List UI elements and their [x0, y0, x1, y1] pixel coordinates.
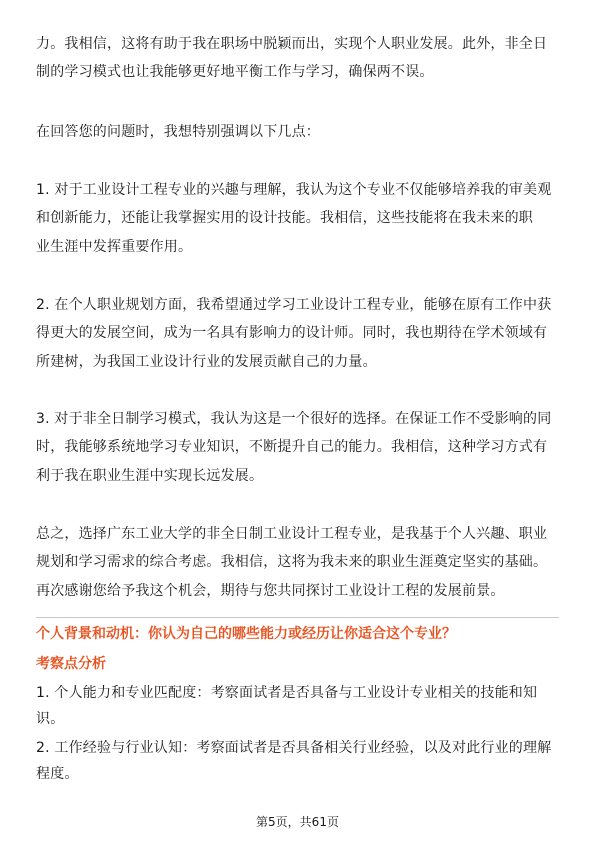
- summary-paragraph: [36, 520, 558, 605]
- text-line: 在回答您的问题时，我想特别强调以下几点：: [36, 124, 320, 140]
- text-line: 所建树，为我国工业设计行业的发展贡献自己的力量。: [36, 353, 377, 370]
- analysis-item-2: [36, 735, 558, 787]
- text-line: 和创新能力，还能让我掌握实用的设计技能。我相信，这些技能将在我未来的职: [36, 210, 533, 227]
- point-2-paragraph: [36, 291, 558, 376]
- emphasis-paragraph: [36, 118, 558, 146]
- page-number: 第5页，共61页: [256, 815, 339, 829]
- text-line: 1. 对于工业设计工程专业的兴趣与理解，我认为这个专业不仅能够培养我的审美观: [36, 182, 552, 198]
- intro-paragraph: [36, 30, 558, 87]
- text-line: 制的学习模式也让我能够更好地平衡工作与学习，确保两不误。: [36, 64, 434, 81]
- text-line: 业生涯中发挥重要作用。: [36, 238, 193, 255]
- text-line: 得更大的发展空间，成为一名具有影响力的设计师。同时，我也期待在学术领域有: [36, 325, 548, 342]
- text-line: 识。: [36, 711, 65, 727]
- text-line: 总之，选择广东工业大学的非全日制工业设计工程专业，是我基于个人兴趣、职业: [36, 526, 548, 542]
- point-3-paragraph: [36, 405, 558, 490]
- question-title: 个人背景和动机：你认为自己的哪些能力或经历让你适合这个专业？: [36, 626, 456, 642]
- text-line: 再次感谢您给予我这个机会，期待与您共同探讨工业设计工程的发展前景。: [36, 582, 505, 599]
- text-line: 力。我相信，这将有助于我在职场中脱颖而出，实现个人职业发展。此外，非全日: [36, 36, 548, 52]
- analysis-item-1: [36, 680, 558, 732]
- text-line: 1. 个人能力和专业匹配度：考察面试者是否具备与工业设计专业相关的技能和知: [36, 685, 538, 701]
- text-line: 时，我能够系统地学习专业知识，不断提升自己的能力。我相信，这种学习方式有: [36, 439, 548, 456]
- point-1-paragraph: [36, 176, 558, 261]
- text-line: 3. 对于非全日制学习模式，我认为这是一个很好的选择。在保证工作不受影响的同: [36, 411, 552, 427]
- analysis-heading: 考察点分析: [36, 656, 106, 672]
- text-line: 2. 在个人职业规划方面，我希望通过学习工业设计工程专业，能够在原有工作中获: [36, 297, 552, 313]
- text-line: 2. 工作经验与行业认知：考察面试者是否具备相关行业经验，以及对此行业的理解: [36, 740, 552, 756]
- text-line: 利于我在职业生涯中实现长远发展。: [36, 467, 264, 484]
- text-line: 规划和学习需求的综合考虑。我相信，这将为我未来的职业生涯奠定坚实的基础。: [36, 554, 548, 571]
- text-line: 程度。: [36, 766, 79, 782]
- section-divider: [36, 617, 559, 618]
